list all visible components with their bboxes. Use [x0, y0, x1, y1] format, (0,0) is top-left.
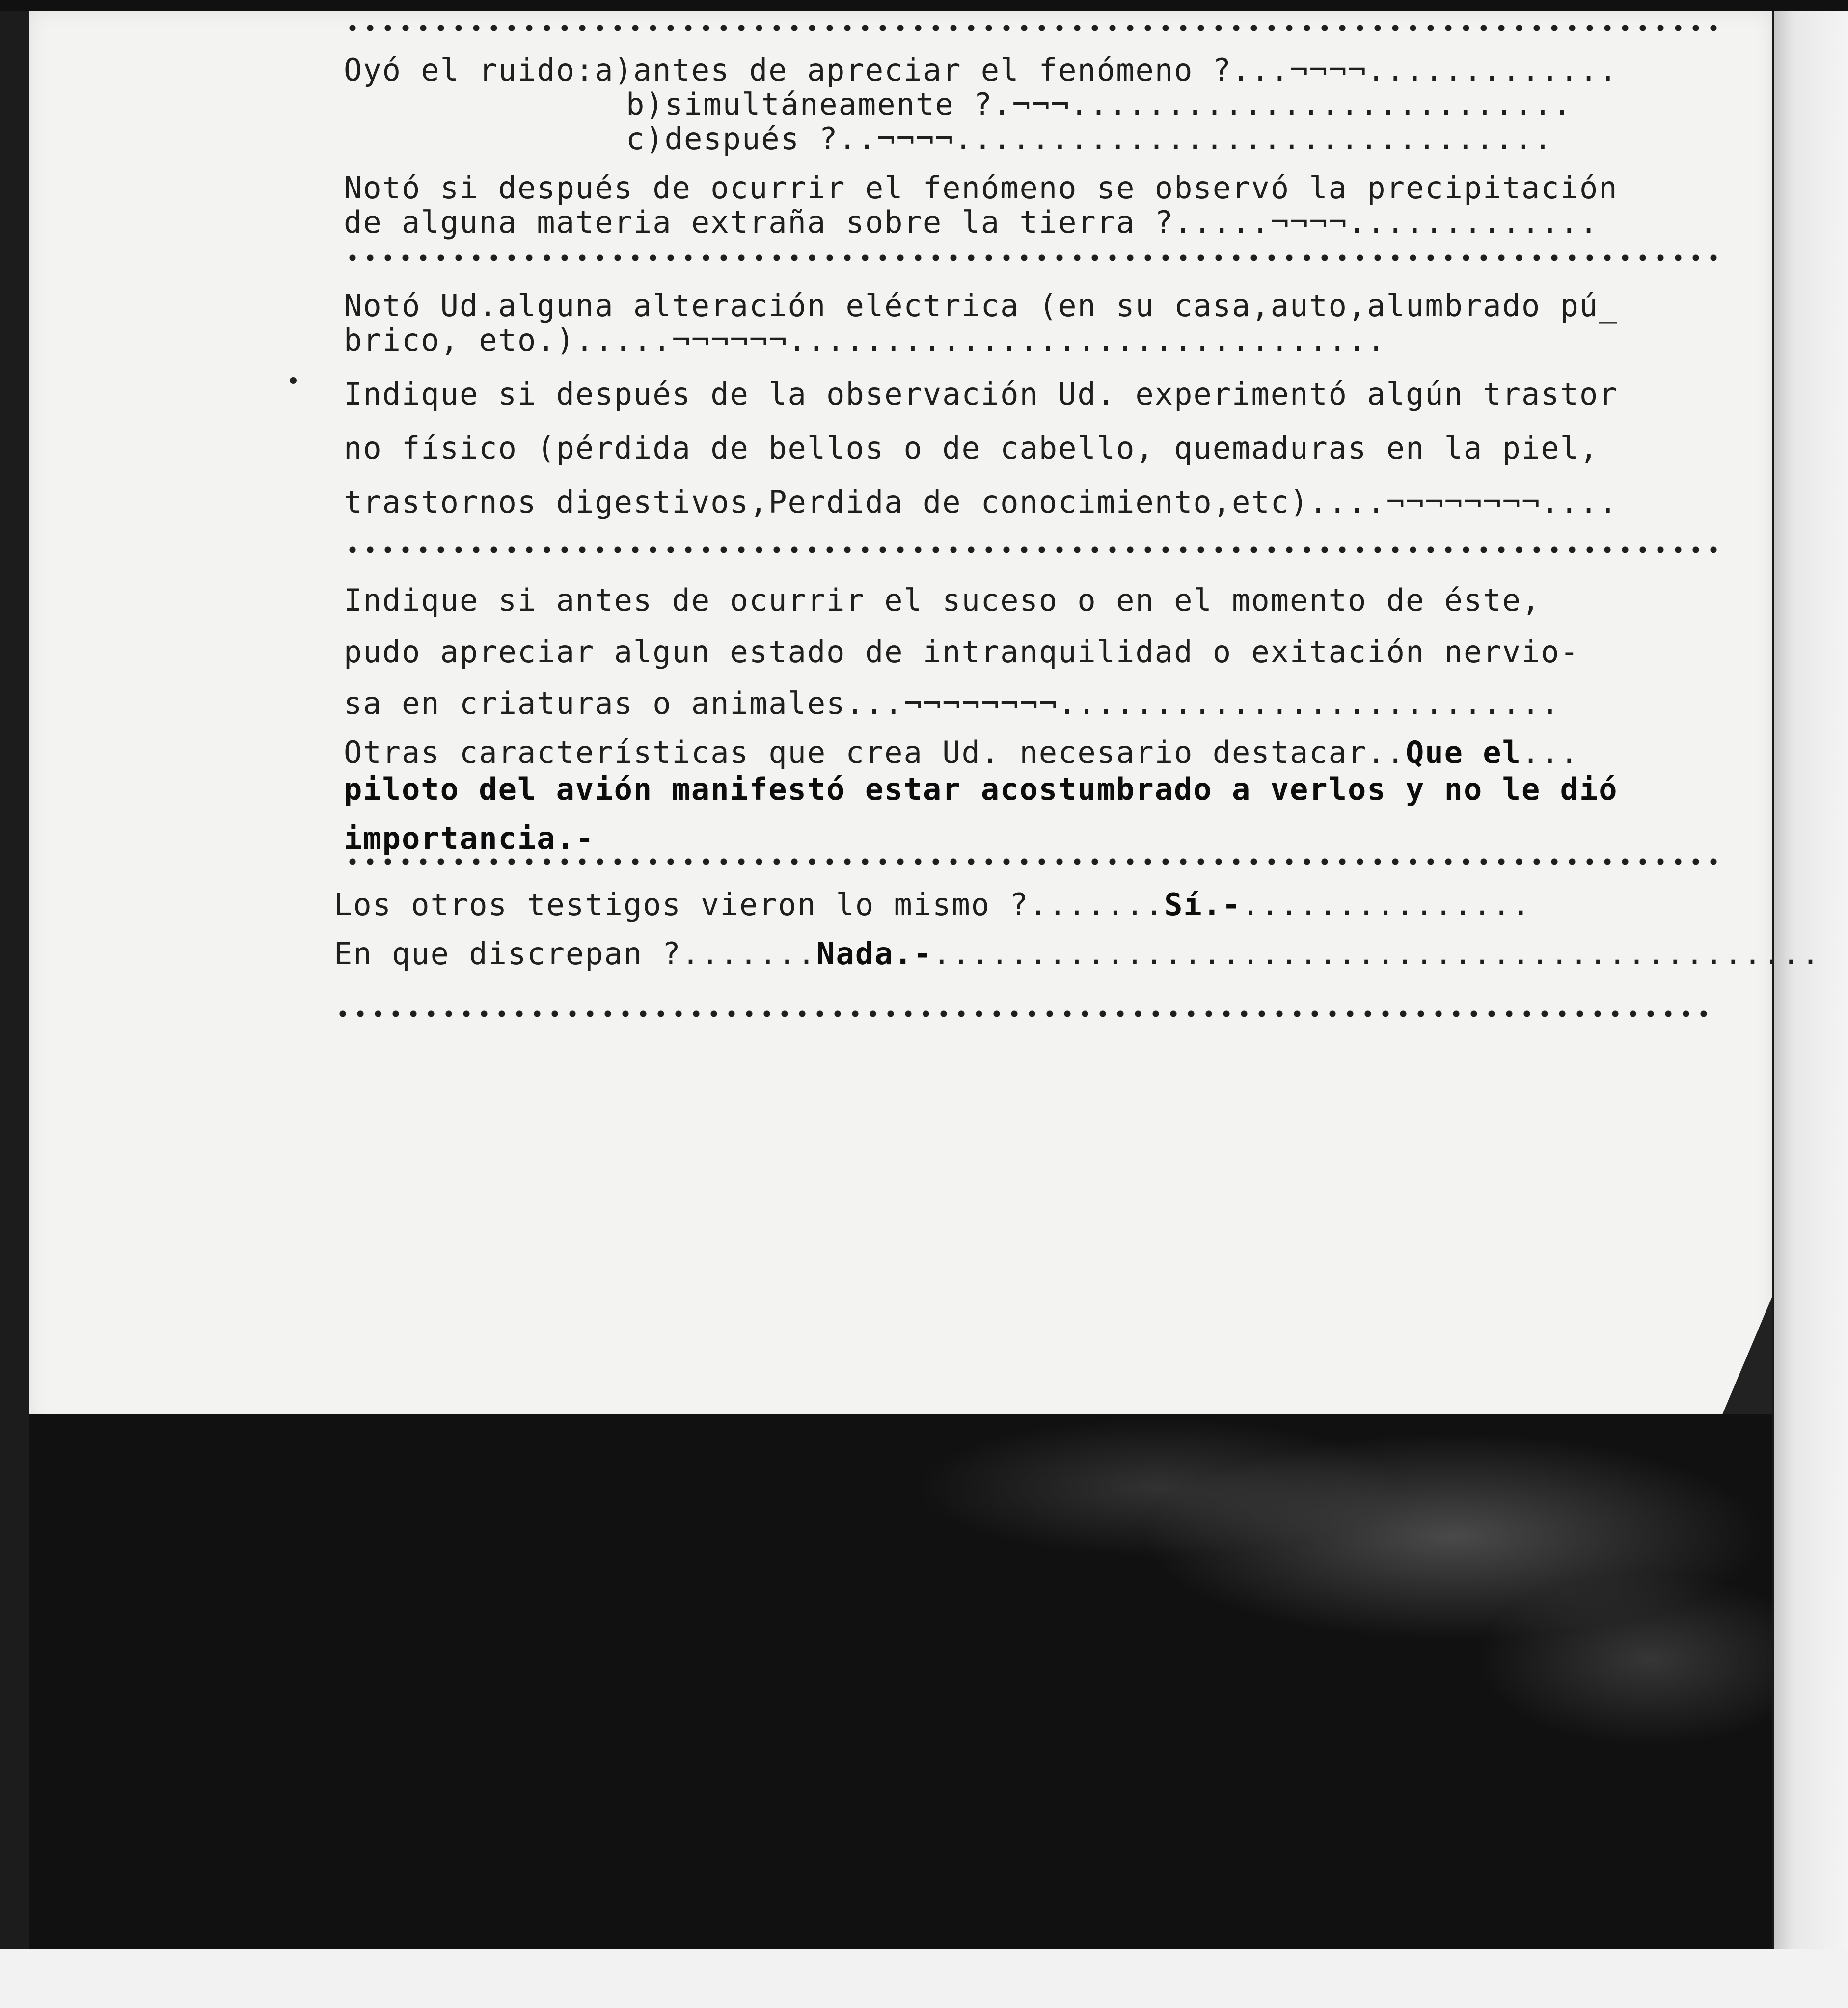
film-bottom-edge — [0, 1949, 1848, 2008]
q-noise-a: Oyó el ruido:a)antes de apreciar el fenómeno ?...¬¬¬¬............. — [344, 52, 1618, 88]
q-witnesses-suffix: ............... — [1241, 887, 1531, 923]
film-right-edge — [1774, 0, 1848, 2008]
margin-dot-mark — [290, 377, 297, 384]
q-other-suffix: ... — [1521, 734, 1579, 770]
dotted-leader-line — [344, 254, 1718, 261]
q-other-answer-start: Que el — [1406, 734, 1522, 770]
q-noise-c: c)después ?..¬¬¬¬............................... — [626, 121, 1553, 157]
dotted-leader-line — [344, 546, 1718, 553]
q-witnesses-answer: Sí.- — [1164, 887, 1242, 923]
q-electric-line1: Notó Ud.alguna alteración eléctrica (en su casa,auto,alumbrado pú_ — [344, 288, 1618, 324]
q-animals-line1: Indique si antes de ocurrir el suceso o en el momento de éste, — [344, 582, 1541, 618]
q-noise-b: b)simultáneamente ?.¬¬¬.......................... — [626, 86, 1573, 122]
q-physical-line1: Indique si después de la observación Ud. experimentó algún trastor — [344, 376, 1618, 412]
q-precip-line2: de alguna materia extraña sobre la tierra ?.....¬¬¬¬............. — [344, 204, 1599, 240]
q-discrepancy — [334, 937, 1821, 971]
dotted-leader-line — [334, 1010, 1709, 1017]
q-discrepancy-suffix: .............................................. — [932, 936, 1821, 972]
q-physical-line3: trastornos digestivos,Perdida de conocimiento,etc)....¬¬¬¬¬¬¬¬.... — [344, 484, 1618, 520]
q-witnesses — [334, 888, 1531, 922]
film-top-strip — [0, 0, 1848, 11]
dotted-leader-line — [344, 858, 1718, 865]
q-other-line1 — [344, 735, 1579, 770]
dotted-leader-line — [344, 25, 1718, 31]
q-other-answer-line3: importancia.- — [344, 820, 595, 856]
q-animals-line3: sa en criaturas o animales...¬¬¬¬¬¬¬¬.......................... — [344, 685, 1560, 721]
q-discrepancy-answer: Nada.- — [816, 936, 933, 972]
q-physical-line2: no físico (pérdida de bellos o de cabello, quemaduras en la piel, — [344, 430, 1599, 466]
q-electric-line2: brico, eto.).....¬¬¬¬¬¬............................... — [344, 322, 1386, 358]
q-discrepancy-label: En que discrepan ?....... — [334, 936, 817, 972]
paper-corner-shadow — [1718, 1296, 1772, 1424]
film-left-edge — [0, 0, 29, 2008]
dark-lower-region — [29, 1414, 1772, 1949]
q-witnesses-label: Los otros testigos vieron lo mismo ?....... — [334, 887, 1165, 923]
q-other-answer-line2: piloto del avión manifestó estar acostumbrado a verlos y no le dió — [344, 771, 1618, 807]
q-other-prefix: Otras características que crea Ud. necesario destacar.. — [344, 734, 1406, 770]
q-animals-line2: pudo apreciar algun estado de intranquilidad o exitación nervio- — [344, 634, 1579, 670]
q-precip-line1: Notó si después de ocurrir el fenómeno se observó la precipitación — [344, 170, 1618, 206]
